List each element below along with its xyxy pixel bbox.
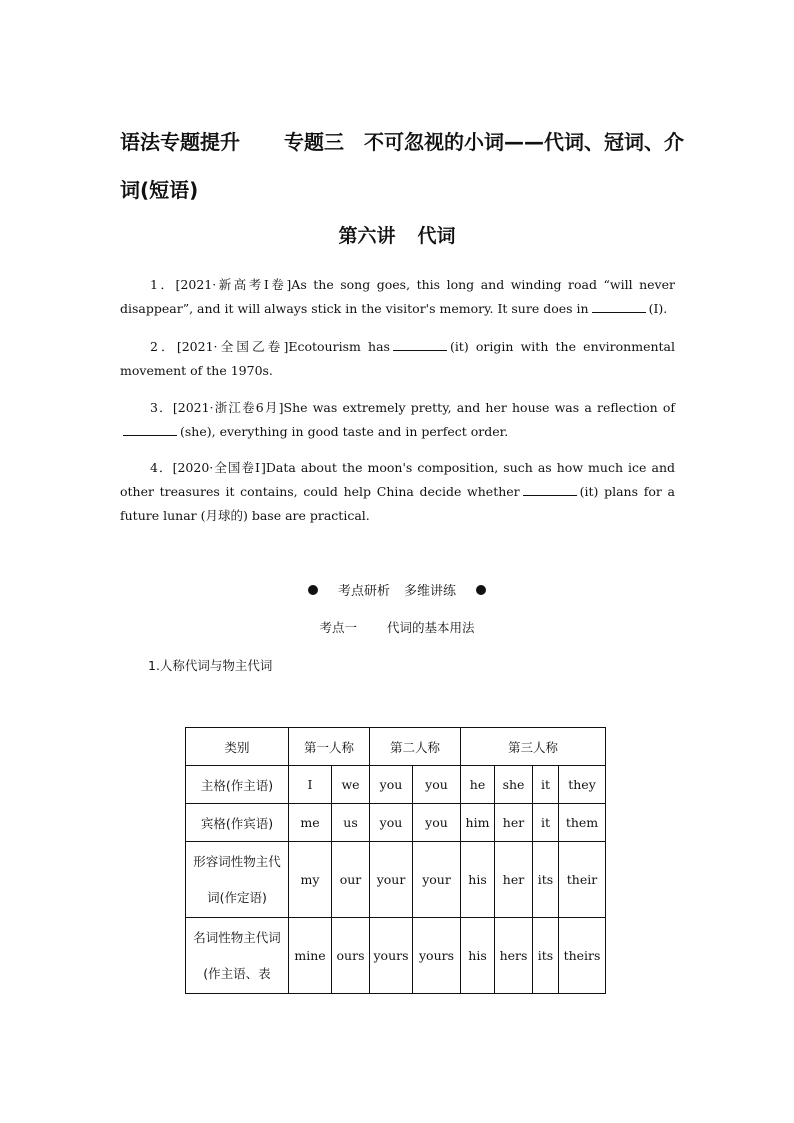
table-cell: his (461, 842, 495, 918)
question-4 (120, 456, 675, 528)
answer-blank[interactable] (123, 421, 177, 436)
table-cell: she (495, 766, 533, 804)
bullet-dot-icon (308, 585, 318, 595)
row-label (186, 918, 289, 994)
table-cell: her (495, 804, 533, 842)
table-cell: yours (370, 918, 413, 994)
header-category: 类别 (186, 728, 289, 766)
lecture-title-part1: 第六讲 (338, 225, 396, 247)
main-title-part1: 语法专题提升 (120, 130, 240, 154)
table-cell: them (559, 804, 606, 842)
table-cell: mine (289, 918, 332, 994)
row-label: 宾格(作宾语) (186, 804, 289, 842)
table-cell: my (289, 842, 332, 918)
question-text-before: As the song goes, this long and winding road “will never disappear”, and it will always stick in the visitor's memory. It sure does in (120, 277, 675, 316)
row-label: 主格(作主语) (186, 766, 289, 804)
answer-blank[interactable] (523, 481, 577, 496)
table-cell: its (533, 918, 559, 994)
table-cell: our (332, 842, 370, 918)
section-heading (0, 580, 794, 599)
answer-blank[interactable] (592, 298, 646, 313)
table-cell: your (413, 842, 461, 918)
table-cell: we (332, 766, 370, 804)
table-cell: us (332, 804, 370, 842)
topic-heading-part2: 代词的基本用法 (387, 620, 475, 635)
section-heading-part2: 多维讲练 (404, 584, 457, 599)
lecture-title-part2: 代词 (417, 225, 456, 247)
table-cell: they (559, 766, 606, 804)
table-cell: you (413, 766, 461, 804)
question-number: 2． (150, 339, 177, 354)
question-source: [2021·浙江卷6月] (172, 400, 284, 415)
table-cell: hers (495, 918, 533, 994)
topic-heading-part1: 考点一 (319, 620, 357, 635)
question-1 (120, 273, 675, 321)
question-source: [2020·全国卷Ⅰ] (172, 460, 266, 475)
question-source: [2021·新高考Ⅰ卷] (175, 277, 292, 292)
table-cell: you (370, 804, 413, 842)
question-text-before: She was extremely pretty, and her house was a reflection of (283, 400, 675, 415)
question-text-before: Ecotourism has (288, 339, 390, 354)
header-third-person: 第三人称 (461, 728, 606, 766)
table-cell: you (370, 766, 413, 804)
subsection-heading: 1.人称代词与物主代词 (148, 658, 273, 673)
question-text-after: (it) plans for a future lunar (月球的) base are practical. (120, 484, 675, 523)
table-row (186, 918, 606, 994)
header-second-person: 第二人称 (370, 728, 461, 766)
table-cell: yours (413, 918, 461, 994)
table-cell: ours (332, 918, 370, 994)
table-cell: his (461, 918, 495, 994)
table-header-row (186, 728, 606, 766)
header-first-person: 第一人称 (289, 728, 370, 766)
answer-blank[interactable] (393, 336, 447, 351)
topic-heading (0, 618, 794, 636)
table-cell: him (461, 804, 495, 842)
table-cell: it (533, 766, 559, 804)
table-cell: me (289, 804, 332, 842)
question-text-after: (she), everything in good taste and in perfect order. (180, 424, 509, 439)
main-title (120, 118, 690, 214)
row-label-text: 形容词性物主代词(作定语) (193, 853, 281, 905)
main-title-part3: 不可忽视的小词——代词、冠词、介词(短语) (120, 130, 684, 202)
bullet-dot-icon (476, 585, 486, 595)
question-number: 3． (150, 400, 173, 415)
question-text-after: (I). (648, 301, 668, 316)
question-source: [2021·全国乙卷] (176, 339, 289, 354)
table-cell: it (533, 804, 559, 842)
table-cell: you (413, 804, 461, 842)
table-cell: its (533, 842, 559, 918)
table-row (186, 804, 606, 842)
pronoun-table (185, 727, 606, 994)
lecture-title (0, 222, 794, 250)
question-2 (120, 335, 675, 383)
question-number: 1． (150, 277, 176, 292)
question-text-after: (it) origin with the environmental movement of the 1970s. (120, 339, 676, 378)
table-cell: theirs (559, 918, 606, 994)
table-cell: your (370, 842, 413, 918)
section-heading-part1: 考点研析 (337, 584, 390, 599)
table-row (186, 842, 606, 918)
question-text-before: Data about the moon's composition, such as how much ice and other treasures it contains, could help China decide whether (120, 460, 675, 499)
table-cell: her (495, 842, 533, 918)
table-cell: I (289, 766, 332, 804)
question-number: 4． (150, 460, 173, 475)
main-title-part2: 专题三 (284, 130, 344, 154)
question-3 (120, 396, 675, 444)
row-label (186, 842, 289, 918)
table-row (186, 766, 606, 804)
table-cell: he (461, 766, 495, 804)
table-cell: their (559, 842, 606, 918)
row-label-text: 名词性物主代词(作主语、表 (193, 929, 281, 981)
